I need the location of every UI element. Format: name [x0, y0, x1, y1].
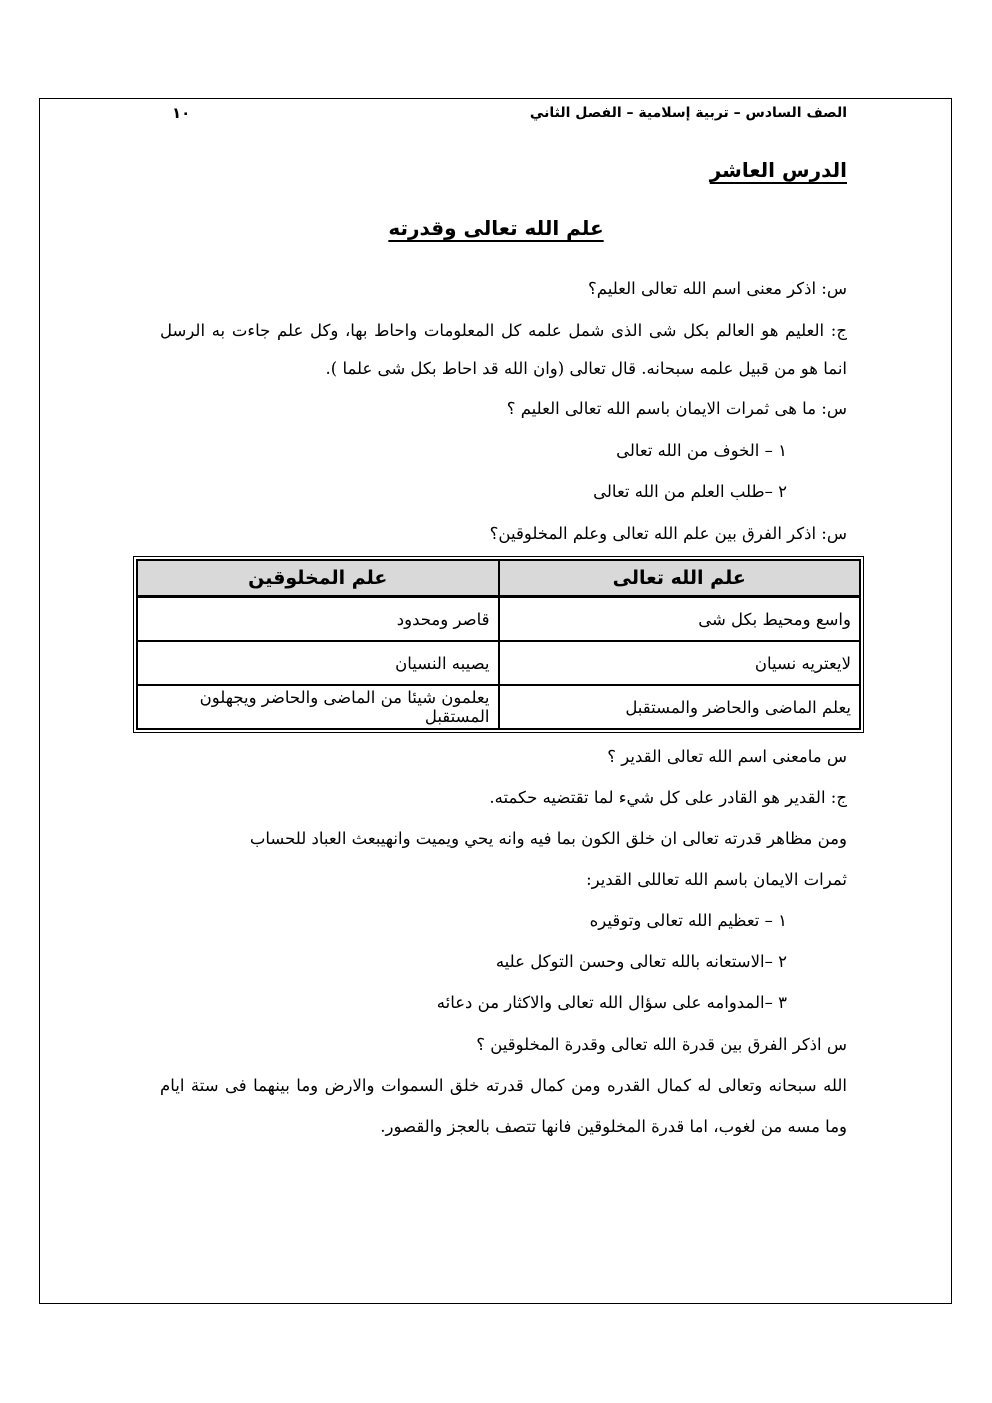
topic-title: علم الله تعالى وقدرته	[388, 216, 604, 240]
answer-1-line-2: انما هو من قبيل علمه سبحانه. قال تعالى (وان الله قد احاط بكل شى علما ).	[325, 359, 847, 378]
table-cell: يعلم الماضى والحاضر والمستقبل	[499, 685, 861, 729]
table-row	[137, 685, 860, 729]
fruit-1-item: ١ – الخوف من الله تعالى	[616, 441, 787, 460]
question-5: س اذكر الفرق بين قدرة الله تعالى وقدرة المخلوقين ؟	[476, 1035, 847, 1054]
question-2: س: ما هى ثمرات الايمان باسم الله تعالى العليم ؟	[506, 399, 847, 418]
manifestations-text: ومن مظاهر قدرته تعالى ان خلق الكون بما فيه وانه يحي ويميت وانهيبعث العباد للحساب	[249, 829, 847, 848]
table-row	[137, 641, 860, 685]
table-cell: قاصر ومحدود	[137, 597, 499, 641]
question-3: س: اذكر الفرق بين علم الله تعالى وعلم المخلوقين؟	[489, 524, 847, 543]
fruit-2-item: ٢ –الاستعانه بالله تعالى وحسن التوكل عليه	[495, 952, 787, 971]
table-header: علم الله تعالى	[499, 560, 861, 597]
table-header: علم المخلوقين	[137, 560, 499, 597]
fruit-2-item: ٣ –المدوامه على سؤال الله تعالى والاكثار من دعائه	[436, 993, 787, 1012]
table-cell: يصيبه النسيان	[137, 641, 499, 685]
table-header-row	[137, 560, 860, 597]
header-title: الصف السادس – تربية إسلامية – الفصل الثاني	[529, 105, 847, 121]
fruit-2-item: ١ – تعظيم الله تعالى وتوقيره	[589, 911, 787, 930]
answer-4: ج: القدير هو القادر على كل شيء لما تقتضيه حكمته.	[489, 788, 847, 807]
fruit-1-item: ٢ –طلب العلم من الله تعالى	[593, 482, 787, 501]
table-row	[137, 597, 860, 641]
fruits-2-title: ثمرات الايمان باسم الله تعاللى القدير:	[586, 870, 847, 889]
answer-5-line-2: وما مسه من لغوب، اما قدرة المخلوقين فانها تتصف بالعجز والقصور.	[380, 1117, 847, 1136]
table-cell: يعلمون شيئا من الماضى والحاضر ويجهلون المستقبل	[137, 685, 499, 729]
question-4: س مامعنى اسم الله تعالى القدير ؟	[607, 747, 847, 766]
question-1: س: اذكر معنى اسم الله تعالى العليم؟	[587, 279, 847, 298]
table-cell: واسع ومحيط بكل شى	[499, 597, 861, 641]
answer-5-line-1: الله سبحانه وتعالى له كمال القدره ومن كمال قدرته خلق السموات والارض وما بينهما فى ستة ايام	[160, 1076, 847, 1095]
table-cell: لايعتريه نسيان	[499, 641, 861, 685]
answer-1-line-1: ج: العليم هو العالم بكل شى الذى شمل علمه كل المعلومات واحاط بها، وكل علم جاءت به الرسل	[160, 321, 847, 340]
lesson-title: الدرس العاشر	[709, 158, 847, 182]
page-number: ١٠	[172, 104, 191, 122]
comparison-table	[133, 556, 864, 733]
